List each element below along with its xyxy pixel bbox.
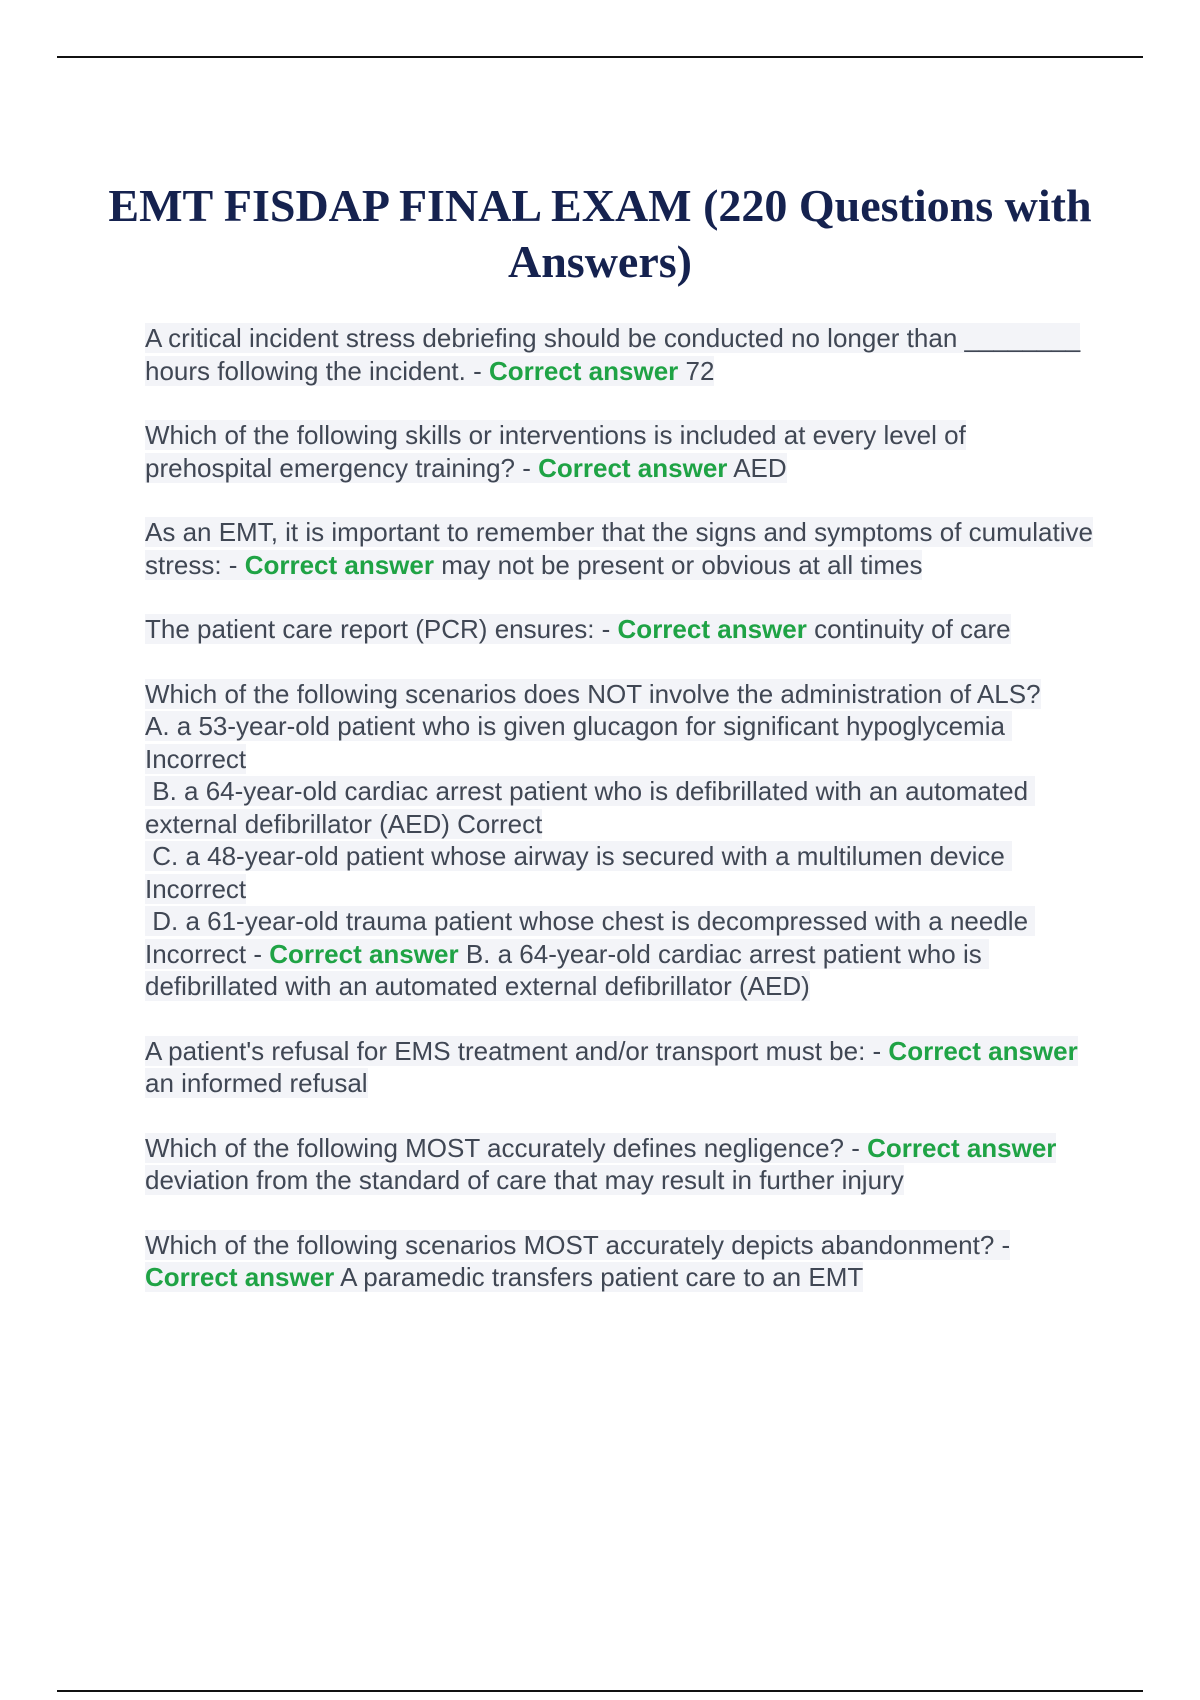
document-title: EMT FISDAP FINAL EXAM (220 Questions with Answers) bbox=[108, 180, 1092, 287]
correct-answer-label: Correct answer bbox=[617, 614, 807, 644]
correct-answer-label: Correct answer bbox=[888, 1035, 1078, 1066]
option-a: A. a 53-year-old patient who is given glucagon for significant hypoglycemia Incorrect bbox=[145, 711, 1013, 774]
header-rule bbox=[57, 56, 1143, 58]
qa-item-6: A patient's refusal for EMS treatment and/or transport must be: - Correct answer an informed refusal bbox=[145, 1035, 1078, 1098]
qa-item-7: Which of the following MOST accurately defines negligence? - Correct answer deviation from the standard of care that may result in further injury bbox=[145, 1132, 1057, 1195]
correct-answer-label: Correct answer bbox=[145, 1262, 335, 1292]
correct-answer-label: Correct answer bbox=[269, 938, 459, 969]
answer-text: 72 bbox=[685, 355, 715, 386]
qa-item-8: Which of the following scenarios MOST accurately depicts abandonment? - Correct answer A paramedic transfers patient care to an EMT bbox=[145, 1229, 1011, 1292]
option-c: C. a 48-year-old patient whose airway is secured with a multilumen device Incorrect bbox=[145, 841, 1013, 904]
answer-text: A paramedic transfers patient care to an EMT bbox=[340, 1262, 864, 1292]
option-b: B. a 64-year-old cardiac arrest patient who is defibrillated with an automated external defibrillator (AED) Correct bbox=[145, 776, 1036, 839]
footer-rule bbox=[57, 1690, 1143, 1692]
question-text: A critical incident stress debriefing should be conducted no longer than ________ hours following the incident. bbox=[145, 323, 1081, 386]
question-text: As an EMT, it is important to remember that the signs and symptoms of cumulative stress: bbox=[145, 517, 1093, 580]
correct-answer-label: Correct answer bbox=[488, 355, 679, 386]
answer-text: an informed refusal bbox=[145, 1068, 368, 1098]
answer-text: deviation from the standard of care that may result in further injury bbox=[145, 1165, 904, 1195]
correct-answer-label: Correct answer bbox=[867, 1132, 1057, 1163]
question-text: Which of the following scenarios MOST accurately depicts abandonment? bbox=[145, 1229, 995, 1260]
answer-text: continuity of care bbox=[814, 614, 1011, 644]
correct-answer-label: Correct answer bbox=[244, 549, 434, 580]
qa-item-1: A critical incident stress debriefing should be conducted no longer than ________ hours following the incident. - Correct answer 72 bbox=[145, 323, 1081, 386]
question-text: A patient's refusal for EMS treatment and/or transport must be: bbox=[145, 1035, 866, 1066]
question-text: Which of the following MOST accurately defines negligence? bbox=[145, 1132, 845, 1163]
qa-item-3: As an EMT, it is important to remember that the signs and symptoms of cumulative stress: - Correct answer may not be present or obvious at all times bbox=[145, 517, 1093, 580]
correct-answer-label: Correct answer bbox=[538, 452, 728, 483]
question-text: Which of the following scenarios does NOT involve the administration of ALS? bbox=[145, 678, 1041, 709]
qa-item-5: Which of the following scenarios does NOT involve the administration of ALS? A. a 53-year-old patient who is given glucagon for significant hypoglycemia Incorrect B. a 64-year-old cardiac arrest patient who is defibrillated with an automated external defibrillator (AED) Correct C. a 48-year-old patient whose airway is secured with a multilumen device Incorrect D. a 61-year-old trauma patient whose chest is decompressed with a needle Incorrect - Correct answer B. a 64-year-old cardiac arrest patient who is defibrillated with an automated external defibrillator (AED) bbox=[145, 678, 1041, 1001]
option-d: D. a 61-year-old trauma patient whose chest is decompressed with a needle Incorrect bbox=[145, 906, 1036, 969]
answer-text: B. a 64-year-old cardiac arrest patient who is defibrillated with an automated external defibrillator (AED) bbox=[145, 938, 989, 1001]
question-text: The patient care report (PCR) ensures: bbox=[145, 614, 595, 644]
qa-item-4: The patient care report (PCR) ensures: - Correct answer continuity of care bbox=[145, 614, 1011, 644]
answer-text: AED bbox=[733, 452, 787, 483]
answer-text: may not be present or obvious at all times bbox=[441, 549, 923, 580]
question-list bbox=[145, 322, 1095, 1326]
qa-item-2: Which of the following skills or interventions is included at every level of prehospital emergency training? - Correct answer AED bbox=[145, 420, 966, 483]
question-text: Which of the following skills or interventions is included at every level of prehospital emergency training? bbox=[145, 420, 966, 483]
